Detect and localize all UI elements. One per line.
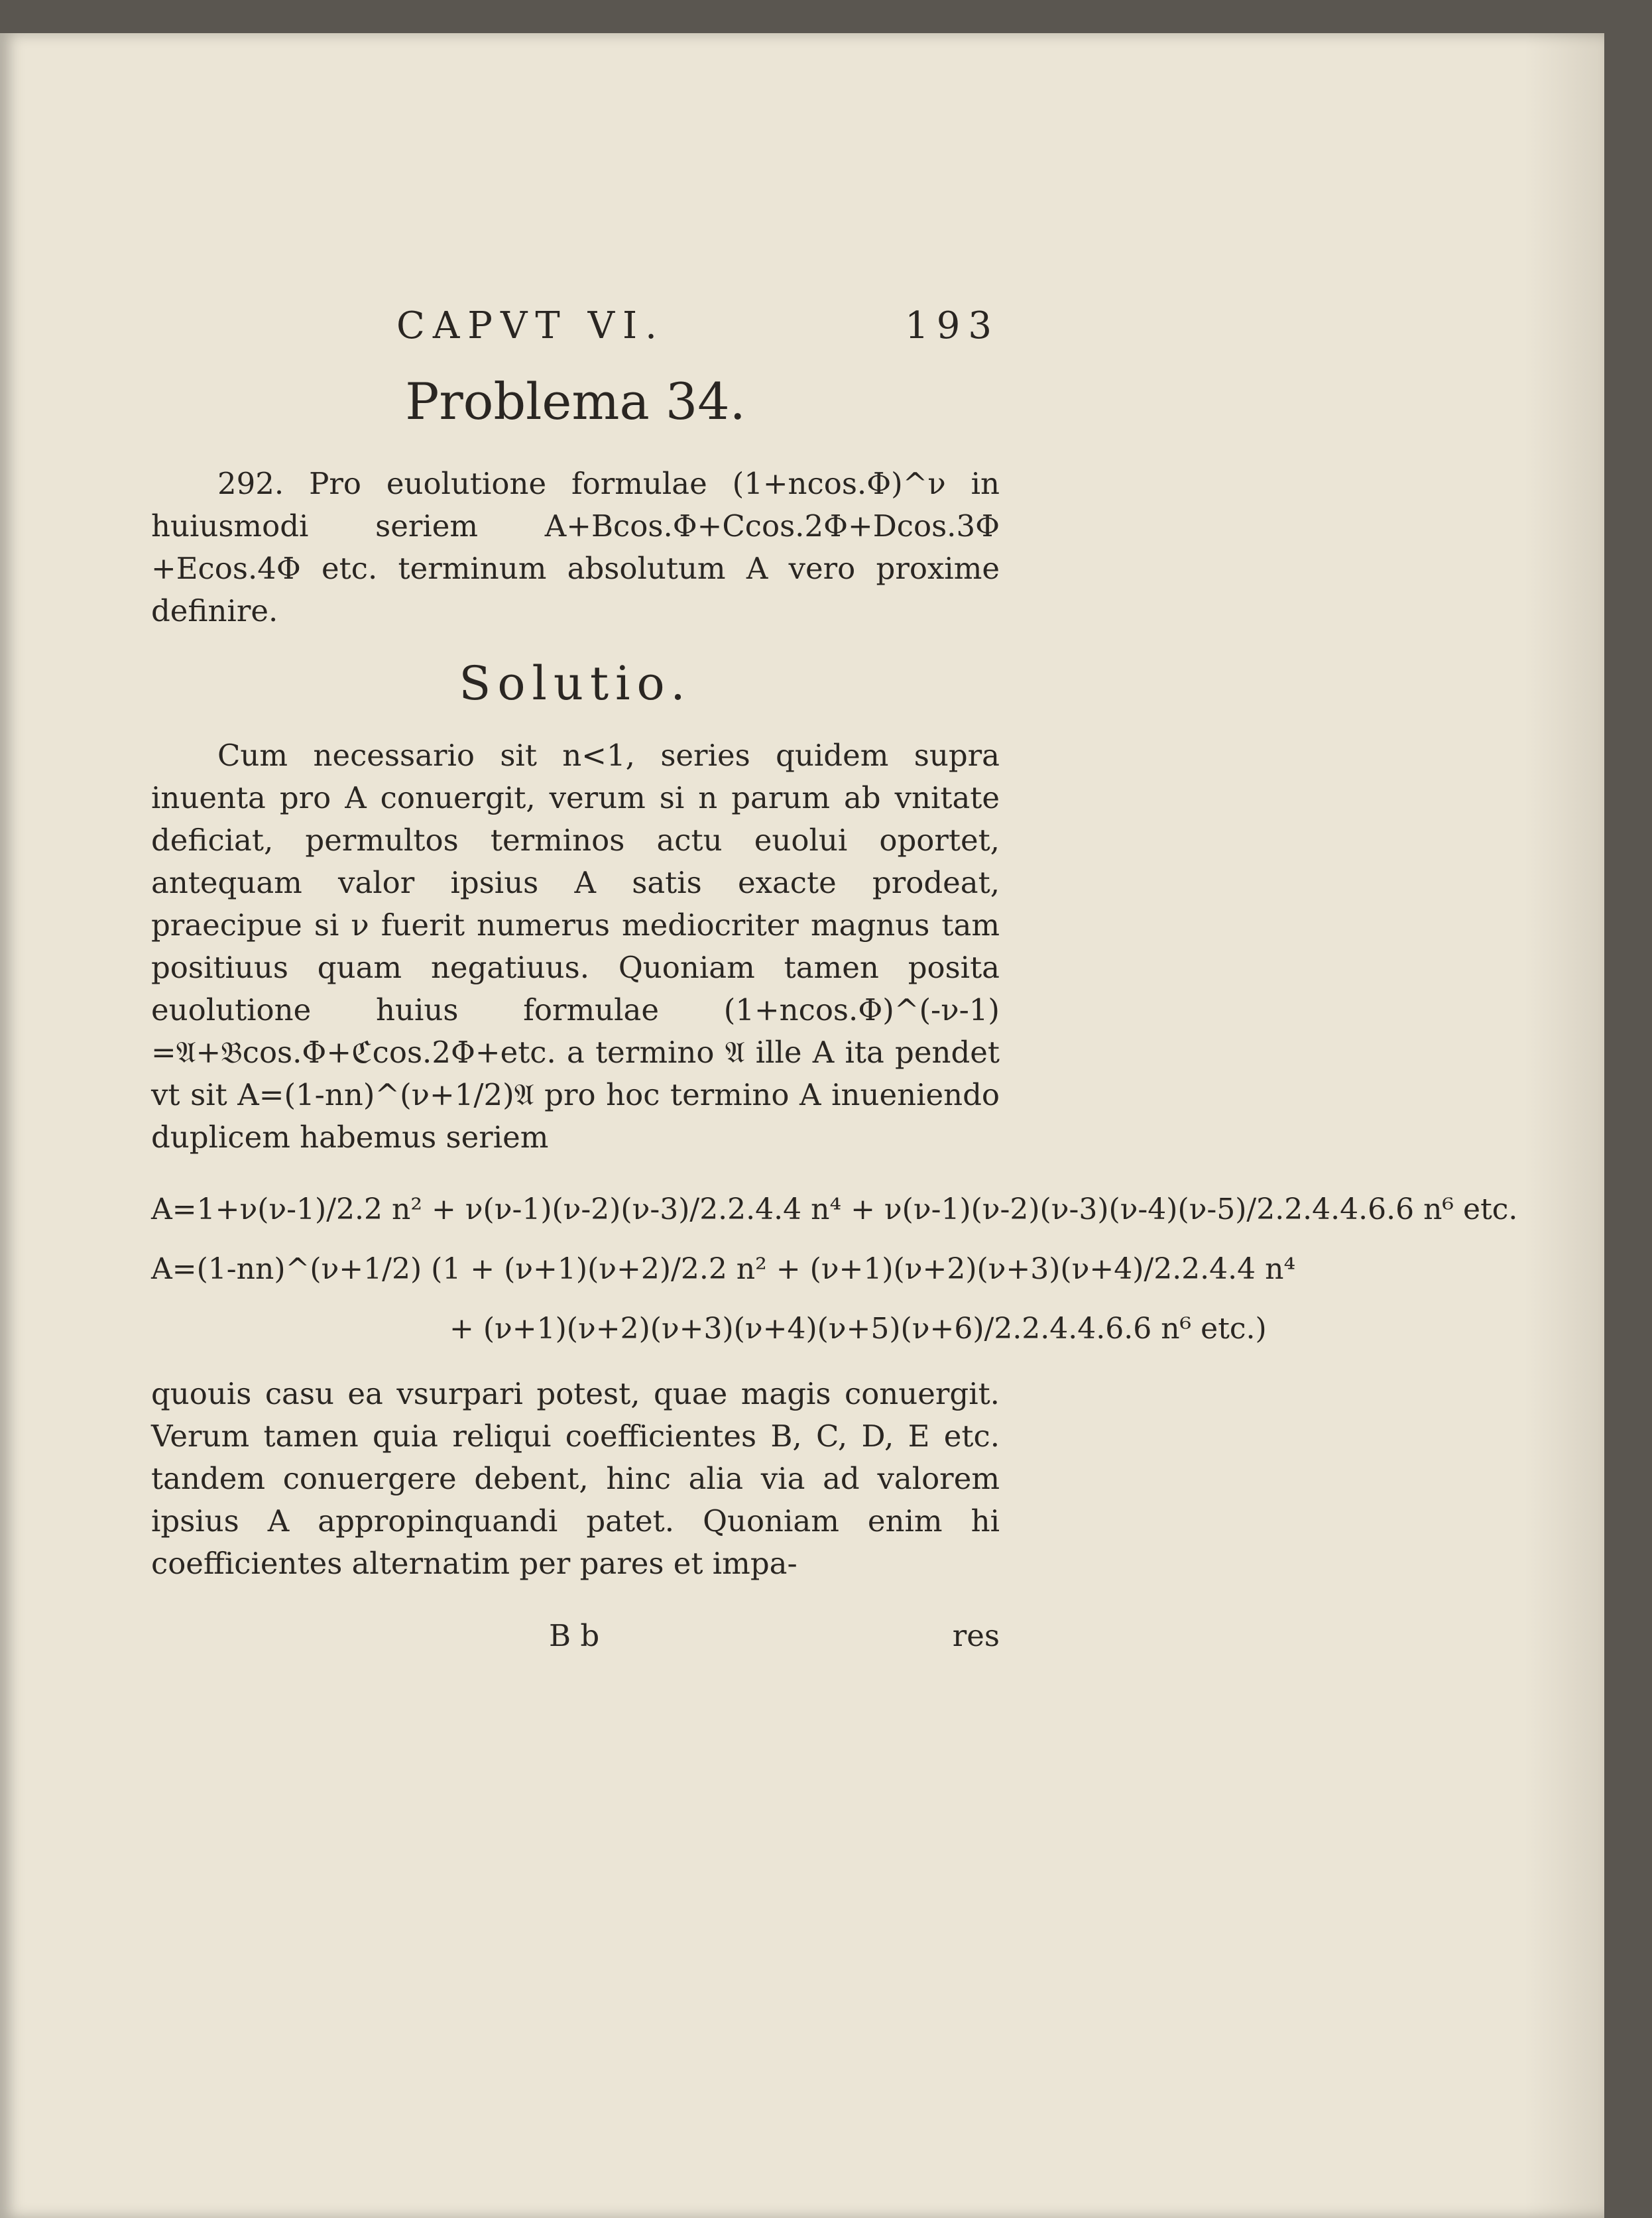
equation-series-2: A=(1-nn)^(ν+1/2) (1 + (ν+1)(ν+2)/2.2 n² + (ν+1)(ν+2)(ν+3)(ν+4)/2.2.4.4 n⁴: [151, 1252, 1296, 1286]
solution-heading: Solutio.: [459, 656, 692, 711]
problem-title: Problema 34.: [405, 372, 746, 431]
text-block: [151, 304, 1518, 1657]
problem-statement: 292. Pro euolutione formulae (1+ncos.Φ)^ν in huiusmodi seriem A+Bcos.Φ+Ccos.2Φ+Dcos.3Φ +Ecos.4Φ etc. terminum absolutum A vero proxime definire.: [151, 466, 1000, 628]
page-number: 193: [905, 304, 1000, 347]
closing-paragraph: quouis casu ea vsurpari potest, quae magis conuergit. Verum tamen quia reliqui coefficientes B, C, D, E etc. tandem conuergere debent, hinc alia via ad valorem ipsius A appropinquandi patet. Quoniam enim hi coefficientes alternatim per pares et impa-: [151, 1376, 1000, 1581]
page-edge-shading: [1525, 33, 1604, 2218]
running-title: CAPVT VI.: [396, 304, 665, 347]
catchword: res: [952, 1618, 1000, 1653]
signature-mark: B b: [549, 1618, 600, 1653]
page-footer: [151, 1615, 1000, 1657]
equation-series-2-continued: + (ν+1)(ν+2)(ν+3)(ν+4)(ν+5)(ν+6)/2.2.4.4.6.6 n⁶ etc.): [449, 1312, 1267, 1346]
equation-series-1: A=1+ν(ν-1)/2.2 n² + ν(ν-1)(ν-2)(ν-3)/2.2.4.4 n⁴ + ν(ν-1)(ν-2)(ν-3)(ν-4)(ν-5)/2.2.4.4.6.6 n⁶ etc.: [151, 1193, 1518, 1226]
running-header: [396, 305, 1000, 347]
solution-paragraph: Cum necessario sit n<1, series quidem supra inuenta pro A conuergit, verum si n parum ab vnitate deficiat, permultos terminos actu euolui oportet, antequam valor ipsius A satis exacte prodeat, praecipue si ν fuerit numerus mediocriter magnus tam positiuus quam negatiuus. Quoniam tamen posita euolutione huius formulae (1+ncos.Φ)^(-ν-1) =𝔄+𝔅cos.Φ+ℭcos.2Φ+etc. a termino 𝔄 ille A ita pendet vt sit A=(1-nn)^(ν+1/2)𝔄 pro hoc termino A inueniendo duplicem habemus seriem: [151, 738, 1000, 1155]
